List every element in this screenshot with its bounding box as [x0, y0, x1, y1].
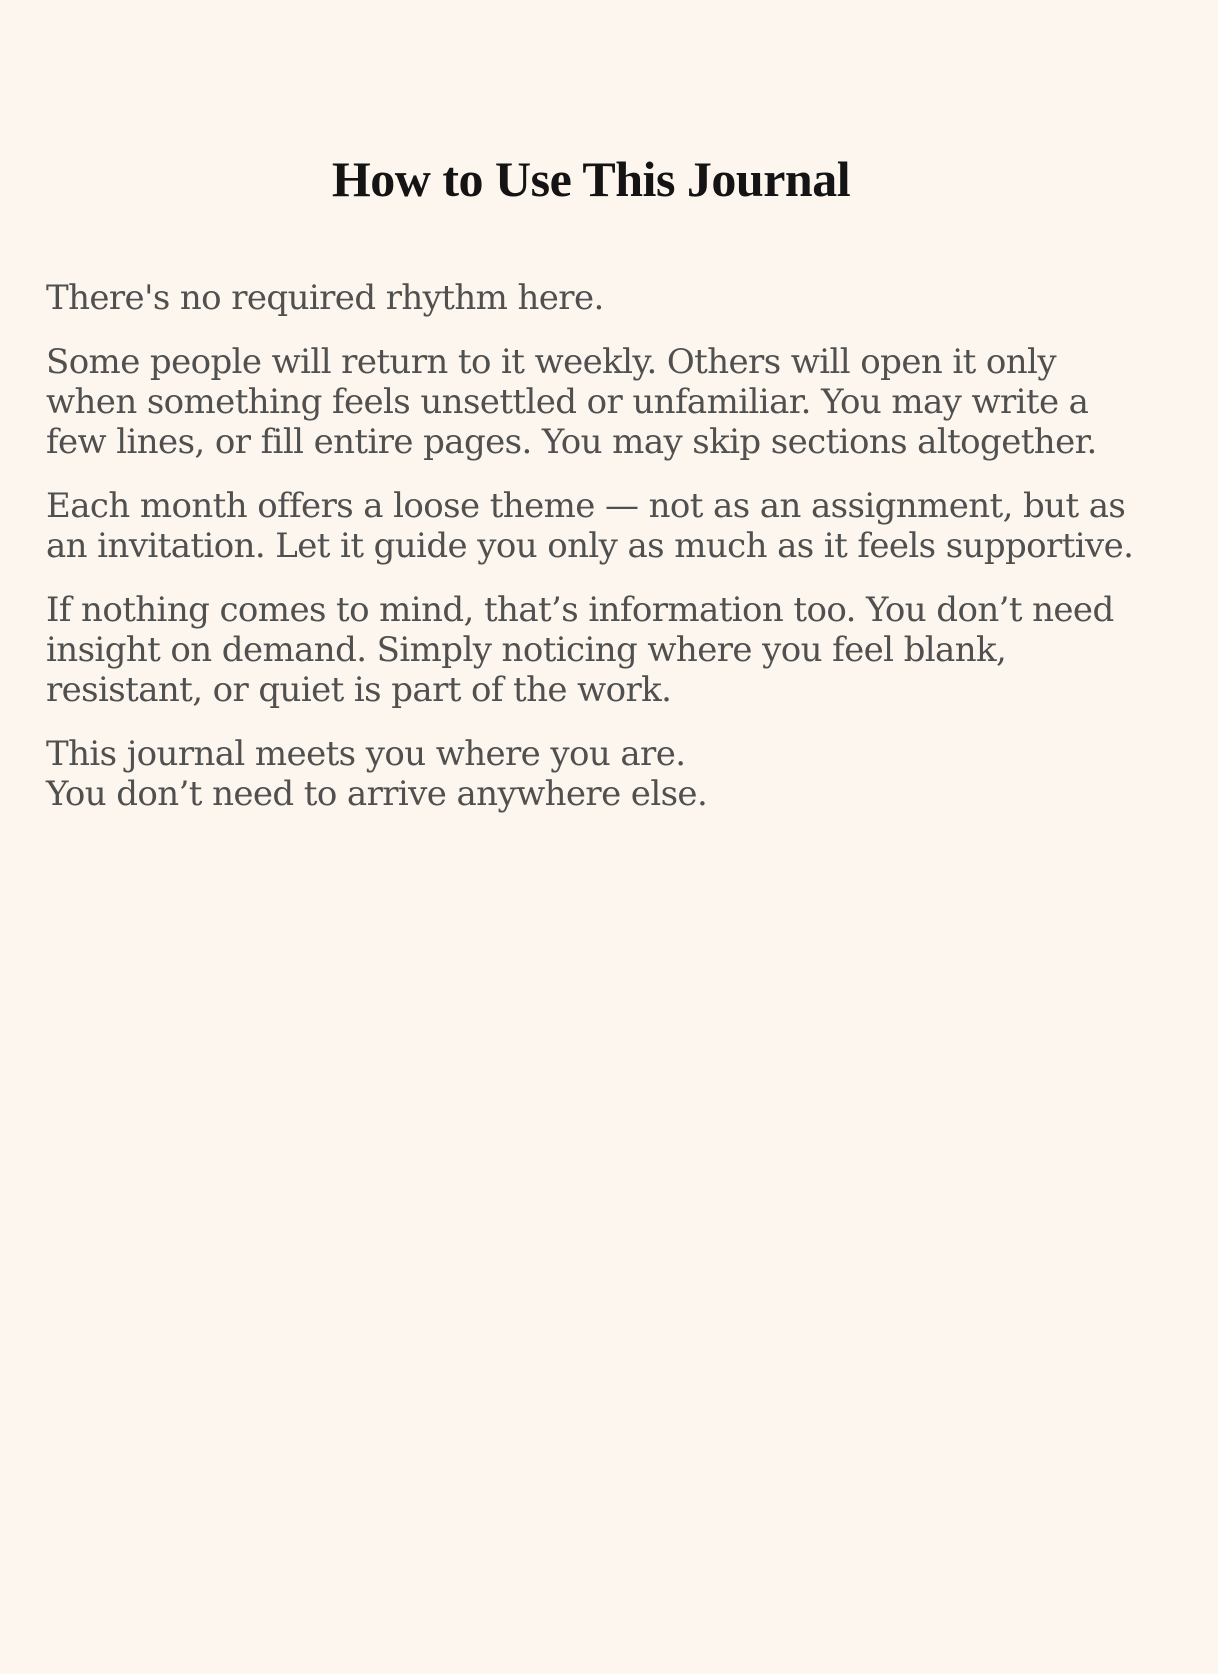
paragraph-frequency: Some people will return to it weekly. Others will open it only when something feels unsettled or unfamiliar. You may write a few lines, or fill entire pages. You may skip sections altogether.	[46, 342, 1097, 462]
paragraph-rhythm: There's no required rhythm here.	[46, 278, 604, 318]
closing-paragraph	[46, 734, 1156, 814]
paragraph-monthly-theme: Each month offers a loose theme — not as an assignment, but as an invitation. Let it guide you only as much as it feels supportive.	[46, 486, 1134, 566]
page-title: How to Use This Journal	[331, 151, 851, 207]
closing-line-2: You don’t need to arrive anywhere else.	[46, 774, 708, 814]
paragraph-nothing-comes: If nothing comes to mind, that’s information too. You don’t need insight on demand. Simply noticing where you feel blank, resistant, or quiet is part of the work.	[46, 590, 1114, 710]
closing-line-1: This journal meets you where you are.	[46, 734, 686, 774]
instructions-body	[46, 278, 1156, 838]
